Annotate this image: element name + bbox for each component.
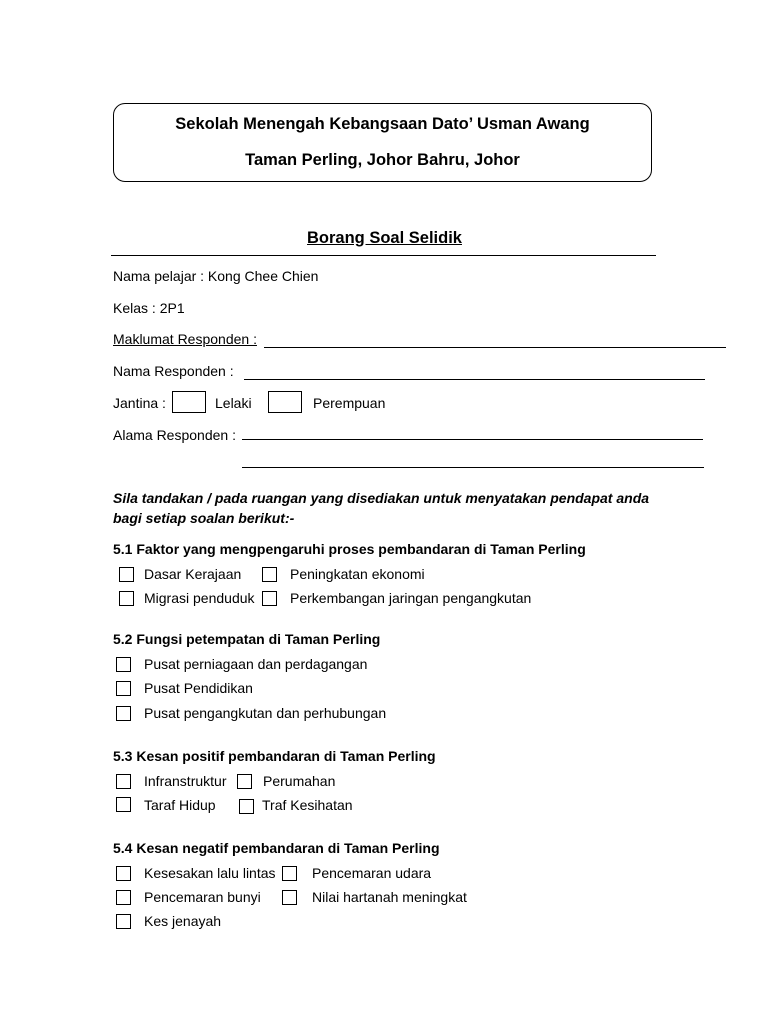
option-pusat-pengangkutan: Pusat pengangkutan dan perhubungan (144, 705, 387, 721)
option-pencemaran-bunyi: Pencemaran bunyi (144, 889, 261, 905)
option-nilai-hartanah: Nilai hartanah meningkat (312, 889, 467, 905)
checkbox-infranstruktur[interactable] (116, 774, 131, 789)
section-5-3-heading: 5.3 Kesan positif pembandaran di Taman Perling (113, 748, 436, 764)
checkbox-migrasi-penduduk[interactable] (119, 591, 134, 606)
checkbox-pusat-pengangkutan[interactable] (116, 706, 131, 721)
checkbox-perumahan[interactable] (237, 774, 252, 789)
respondent-name-label: Nama Responden : (113, 363, 234, 379)
option-dasar-kerajaan: Dasar Kerajaan (144, 566, 242, 582)
checkbox-traf-kesihatan[interactable] (239, 799, 254, 814)
option-kes-jenayah: Kes jenayah (144, 913, 222, 929)
gender-female-label: Perempuan (313, 395, 386, 411)
checkbox-peningkatan-ekonomi[interactable] (262, 567, 277, 582)
checkbox-pencemaran-bunyi[interactable] (116, 890, 131, 905)
address-label: Alama Responden : (113, 427, 236, 443)
section-5-4-heading: 5.4 Kesan negatif pembandaran di Taman Perling (113, 840, 440, 856)
option-pusat-pendidikan: Pusat Pendidikan (144, 680, 253, 696)
option-infranstruktur: Infranstruktur (144, 773, 227, 789)
checkbox-dasar-kerajaan[interactable] (119, 567, 134, 582)
checkbox-pencemaran-udara[interactable] (282, 866, 297, 881)
school-address: Taman Perling, Johor Bahru, Johor (245, 151, 520, 169)
checkbox-kesesakan[interactable] (116, 866, 131, 881)
checkbox-pusat-pendidikan[interactable] (116, 681, 131, 696)
option-pencemaran-udara: Pencemaran udara (312, 865, 432, 881)
title-underline-rule (111, 255, 656, 256)
option-kesesakan: Kesesakan lalu lintas (144, 865, 276, 881)
option-perumahan: Perumahan (263, 773, 336, 789)
address-line-1[interactable] (242, 439, 703, 440)
gender-male-label: Lelaki (215, 395, 252, 411)
class-text: Kelas : 2P1 (113, 300, 185, 316)
form-title: Borang Soal Selidik (307, 229, 462, 247)
school-name: Sekolah Menengah Kebangsaan Dato’ Usman Awang (175, 115, 590, 133)
student-name-text: Nama pelajar : Kong Chee Chien (113, 268, 319, 284)
gender-male-box[interactable] (172, 391, 206, 413)
checkbox-kes-jenayah[interactable] (116, 914, 131, 929)
instruction-line-2: bagi setiap soalan berikut:- (113, 510, 295, 526)
option-taraf-hidup: Taraf Hidup (144, 797, 216, 813)
option-perkembangan-jaringan: Perkembangan jaringan pengangkutan (290, 590, 532, 606)
checkbox-taraf-hidup[interactable] (116, 797, 131, 812)
checkbox-nilai-hartanah[interactable] (282, 890, 297, 905)
checkbox-perkembangan-jaringan[interactable] (262, 591, 277, 606)
respondent-info-label: Maklumat Responden : (113, 331, 257, 347)
school-header-box (113, 103, 652, 182)
section-5-2-heading: 5.2 Fungsi petempatan di Taman Perling (113, 631, 381, 647)
respondent-info-line[interactable] (264, 347, 726, 348)
instruction-line-1: Sila tandakan / pada ruangan yang disediakan untuk menyatakan pendapat anda (113, 490, 650, 506)
gender-label: Jantina : (113, 395, 166, 411)
option-traf-kesihatan: Traf Kesihatan (262, 797, 353, 813)
option-migrasi-penduduk: Migrasi penduduk (144, 590, 255, 606)
checkbox-pusat-perniagaan[interactable] (116, 657, 131, 672)
option-pusat-perniagaan: Pusat perniagaan dan perdagangan (144, 656, 368, 672)
gender-female-box[interactable] (268, 391, 302, 413)
section-5-1-heading: 5.1 Faktor yang mengpengaruhi proses pembandaran di Taman Perling (113, 541, 586, 557)
respondent-name-line[interactable] (244, 379, 705, 380)
option-peningkatan-ekonomi: Peningkatan ekonomi (290, 566, 425, 582)
address-line-2[interactable] (242, 467, 704, 468)
